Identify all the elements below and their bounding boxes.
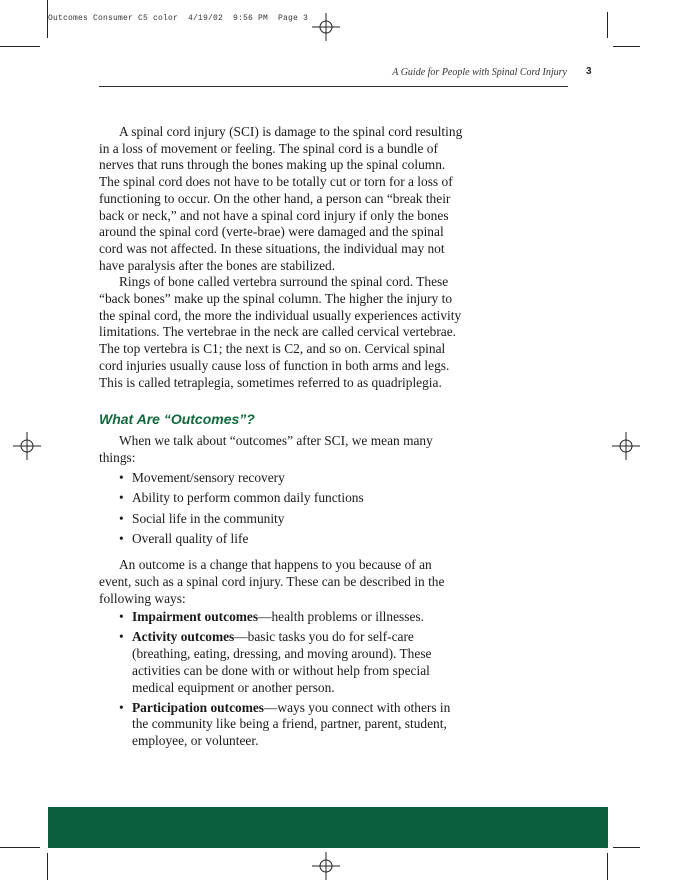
body-text (99, 124, 465, 760)
crop-mark (613, 847, 640, 848)
crop-mark (47, 0, 48, 38)
registration-mark-icon (312, 852, 340, 880)
crop-mark (607, 12, 608, 38)
outcome-types-list (99, 609, 465, 749)
paragraph-sci-definition: A spinal cord injury (SCI) is damage to the spinal cord resulting in a loss of movement or feeling. The spinal cord is a bundle of nerves that runs through the bones making up the spinal column. The spinal cord does not have to be totally cut or torn for a loss of functioning to occur. On the other hand, a person can “break their back or neck,” and not have a spinal cord injury if only the bones around the spinal cord (verte-brae) were damaged and the spinal cord was not affected. In these situations, the individual may not have paralysis after the bones are stabilized. (99, 124, 463, 273)
page-number: 3 (586, 66, 592, 77)
list-item (119, 629, 465, 696)
paragraph-outcome-definition: An outcome is a change that happens to you because of an event, such as a spinal cord injury. These can be described in the following ways: (99, 557, 445, 606)
list-item (119, 609, 465, 626)
section-heading: What Are “Outcomes”? (99, 411, 255, 428)
outcome-description: —basic tasks you do for self-care (breathing, eating, dressing, and moving around). These activities can be done with or without help from special medical equipment or another person. (132, 629, 432, 695)
paragraph-outcomes-intro: When we talk about “outcomes” after SCI, we mean many things: (99, 432, 433, 465)
footer-color-band (48, 807, 608, 848)
header-divider (99, 86, 568, 87)
outcome-term: Activity outcomes (132, 629, 235, 645)
list-item: • Movement/sensory recovery (119, 470, 465, 487)
crop-mark (47, 853, 48, 880)
registration-mark-icon (13, 432, 41, 460)
crop-mark (613, 46, 640, 47)
list-item: • Social life in the community (119, 511, 465, 528)
list-item: • Overall quality of life (119, 531, 465, 548)
outcome-description: —health problems or illnesses. (258, 609, 424, 625)
print-slug: Outcomes Consumer C5 color 4/19/02 9:56 PM Page 3 (48, 14, 309, 23)
outcome-term: Participation outcomes (132, 699, 265, 715)
registration-mark-icon (612, 432, 640, 460)
list-item (119, 700, 465, 750)
registration-mark-icon (312, 13, 340, 41)
outcomes-meaning-list (99, 470, 465, 547)
outcome-term: Impairment outcomes (132, 609, 259, 625)
running-header-title: A Guide for People with Spinal Cord Injury (392, 67, 567, 78)
crop-mark (0, 46, 40, 47)
list-item: • Ability to perform common daily functions (119, 490, 465, 507)
crop-mark (607, 853, 608, 880)
crop-mark (0, 847, 40, 848)
paragraph-vertebrae: Rings of bone called vertebra surround the spinal cord. These “back bones” make up the spinal column. The higher the injury to the spinal cord, the more the individual usually experiences activity limitations. The vertebrae in the neck are called cervical vertebrae. The top vertebra is C1; the next is C2, and so on. Cervical spinal cord injuries usually cause loss of function in both arms and legs. This is called tetraplegia, sometimes referred to as quadriplegia. (99, 274, 462, 390)
outcome-description: —ways you connect with others in the community like being a friend, partner, parent, student, employee, or volunteer. (132, 699, 451, 748)
